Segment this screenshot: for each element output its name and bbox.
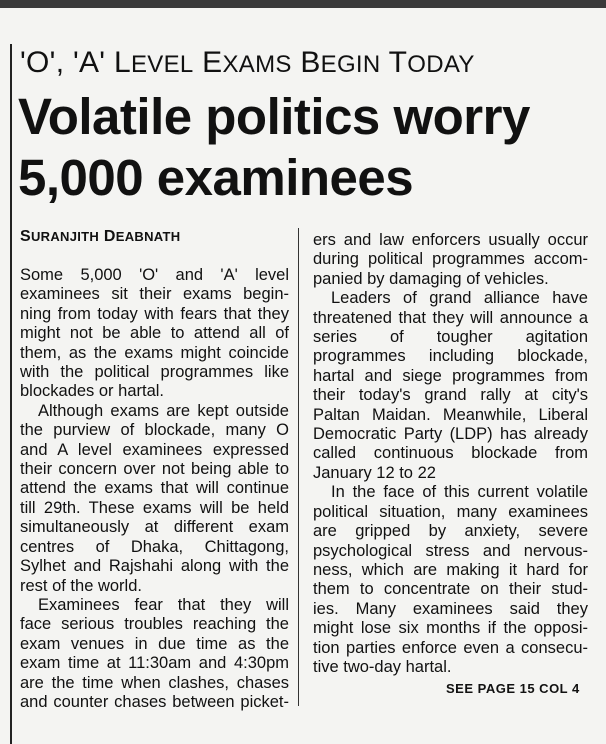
- column-divider: [298, 228, 299, 706]
- paragraph: [20, 402, 289, 596]
- headline-line: Volatile politics worry: [18, 88, 530, 145]
- kicker-headline: 'O', 'A' LEVEL EXAMS BEGIN TODAY: [20, 46, 475, 79]
- left-column-rule: [10, 44, 12, 744]
- text-line: and counter chases between picket-: [20, 692, 289, 711]
- text-line: ers and law enforcers usually occur: [313, 231, 588, 249]
- text-line: series of tougher agitation: [313, 328, 588, 347]
- paragraph: [313, 483, 588, 677]
- text-line: them, as the exams might coincide: [20, 343, 289, 362]
- text-line: ning from today with fears that they: [20, 304, 289, 323]
- text-line: are gripped by anxiety, severe: [313, 522, 588, 541]
- text-line: rest of the world.: [20, 576, 142, 595]
- top-border: [0, 0, 606, 8]
- paragraph: [313, 289, 588, 483]
- text-line: programmes including blockade,: [313, 347, 588, 366]
- text-line: January 12 to 22: [313, 463, 436, 482]
- text-line: ies. Many examinees said they: [313, 599, 588, 618]
- text-line: exam venues in due time as the: [20, 634, 289, 653]
- text-line: called continuous blockade from: [313, 444, 588, 463]
- main-headline: [18, 86, 603, 208]
- text-line: Leaders of grand alliance have: [331, 289, 588, 308]
- text-line: tion parties enforce even a consecu-: [313, 638, 588, 657]
- text-line: till 29th. These exams will be held: [20, 498, 289, 517]
- article-column-left: [20, 266, 289, 712]
- text-line: Examinees fear that they will: [38, 595, 289, 614]
- text-line: Paltan Maidan. Meanwhile, Liberal: [313, 405, 588, 424]
- text-line: them to concentrate on their stud-: [313, 580, 588, 599]
- text-line: Some 5,000 'O' and 'A' level: [20, 266, 289, 284]
- text-line: during political programmes accom-: [313, 250, 588, 269]
- text-line: face serious troubles reaching the: [20, 615, 289, 634]
- text-line: simultaneously at different exam: [20, 518, 289, 537]
- text-line: ness, which are making it hard for: [313, 560, 588, 579]
- text-line: centres of Dhaka, Chittagong,: [20, 537, 289, 556]
- text-line: Although exams are kept outside: [38, 401, 289, 420]
- text-line: attend the exams that will continue: [20, 479, 289, 498]
- paragraph: [313, 231, 588, 289]
- text-line: their concern over not being able to: [20, 460, 289, 479]
- text-line: and A level examinees expressed: [20, 440, 289, 459]
- text-line: In the face of this current volatile: [331, 483, 588, 502]
- text-line: are the time when clashes, chases: [20, 673, 289, 692]
- article-column-right: [313, 231, 588, 677]
- text-line: psychological stress and nervous-: [313, 541, 588, 560]
- text-line: threatened that they will announce a: [313, 308, 588, 327]
- text-line: the purview of blockade, many O: [20, 421, 289, 440]
- text-line: with the political programmes like: [20, 363, 289, 382]
- byline: SURANJITH DEABNATH: [20, 228, 181, 245]
- text-line: might not be able to attend all of: [20, 324, 289, 343]
- continuation-jump[interactable]: SEE PAGE 15 COL 4: [446, 681, 580, 696]
- text-line: examinees sit their exams begin-: [20, 285, 289, 304]
- text-line: Democratic Party (LDP) has already: [313, 425, 588, 444]
- text-line: their today's grand rally at city's: [313, 386, 588, 405]
- text-line: hartal and siege programmes from: [313, 366, 588, 385]
- text-line: panied by damaging of vehicles.: [313, 269, 549, 288]
- headline-line: 5,000 examinees: [18, 149, 414, 206]
- text-line: tive two-day hartal.: [313, 657, 452, 676]
- paragraph: [20, 266, 289, 402]
- text-line: blockades or hartal.: [20, 382, 164, 401]
- text-line: might lose six months if the opposi-: [313, 619, 588, 638]
- text-line: Sylhet and Rajshahi along with the: [20, 557, 289, 576]
- paragraph: [20, 596, 289, 712]
- text-line: exam time at 11:30am and 4:30pm: [20, 654, 289, 673]
- text-line: political situation, many examinees: [313, 502, 588, 521]
